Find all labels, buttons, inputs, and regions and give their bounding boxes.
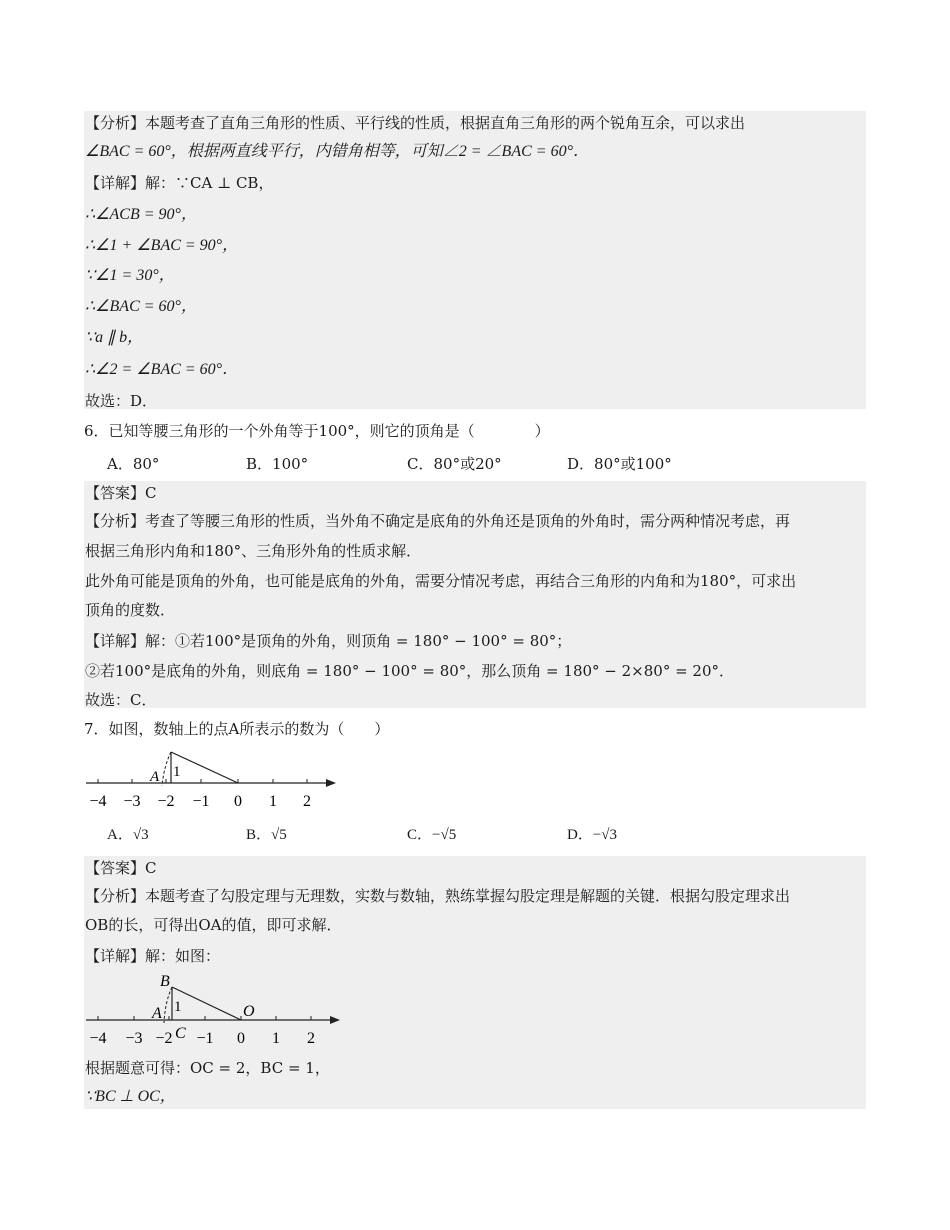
q6-detail-line-2: ②若100°是底角的外角，则底角 = 180° − 100° = 80°，那么顶角 = 180° − 2×80° = 20°． <box>85 662 735 680</box>
tick-label: 2 <box>307 1030 315 1047</box>
axis-arrow <box>330 1016 340 1024</box>
q5-step: ∵a ∥ b， <box>85 329 144 346</box>
q7-option-d[interactable]: D．−√3 <box>567 827 618 843</box>
tick-label: 0 <box>237 1030 245 1047</box>
tick-label: −4 <box>89 1030 107 1047</box>
q5-analysis-line-1: 【分析】本题考查了直角三角形的性质、平行线的性质，根据直角三角形的两个锐角互余，可以求出 <box>85 114 746 132</box>
tick-label: 2 <box>303 793 311 810</box>
tick-label: 0 <box>234 793 242 810</box>
q7-detail-line-1: 【详解】解：如图： <box>85 947 221 965</box>
tick-label: −2 <box>157 793 175 810</box>
q7-option-b[interactable]: B．√5 <box>246 827 287 843</box>
tick-label: −1 <box>192 793 210 810</box>
q5-detail-line: 【详解】解：∵CA ⊥ CB， <box>85 174 274 192</box>
hypotenuse-ob <box>171 752 238 783</box>
q7-option-a[interactable]: A．√3 <box>107 827 149 843</box>
q6-analysis-line-2: 根据三角形内角和180°、三角形外角的性质求解． <box>85 542 422 560</box>
tick-label: 1 <box>272 1030 280 1047</box>
point-a-label: A <box>150 769 160 785</box>
q6-choice: 故选：C． <box>85 691 157 709</box>
q5-step: ∴∠BAC = 60°， <box>85 298 197 315</box>
q6-option-b[interactable]: B．100° <box>246 455 309 473</box>
tick-label: −2 <box>155 1030 173 1047</box>
side-label-1: 1 <box>173 764 181 780</box>
point-a-label: A <box>152 1005 162 1022</box>
q7-number-line-figure <box>84 744 344 816</box>
q6-analysis-line-1: 【分析】考查了等腰三角形的性质，当外角不确定是底角的外角还是顶角的外角时，需分两种情况考虑，再 <box>85 512 791 530</box>
q7-solution-figure <box>84 968 346 1048</box>
side-label-1: 1 <box>174 999 182 1015</box>
q5-step: ∴∠ACB = 90°， <box>85 206 197 223</box>
q5-analysis-line-2: ∠BAC = 60°，根据两直线平行，内错角相等，可知∠2 = ∠BAC = 60°． <box>85 143 589 160</box>
q5-step: ∵∠1 = 30°， <box>85 267 175 284</box>
q6-detail-line-1: 【详解】解：①若100°是顶角的外角，则顶角 = 180° − 100° = 80°； <box>85 632 572 650</box>
point-c-label: C <box>175 1025 186 1042</box>
tick-label: −3 <box>123 793 141 810</box>
q7-option-c[interactable]: C．−√5 <box>407 827 457 843</box>
q7-detail-line-2: 根据题意可得：OC = 2，BC = 1， <box>85 1059 330 1077</box>
q5-choice: 故选：D． <box>85 392 158 410</box>
q6-option-d[interactable]: D．80°或100° <box>567 455 672 473</box>
q7-answer: 【答案】C <box>85 859 157 877</box>
q6-analysis-line-3: 此外角可能是顶角的外角，也可能是底角的外角，需要分情况考虑，再结合三角形的内角和为180°，可求出 <box>85 572 797 590</box>
point-b-label: B <box>160 973 170 990</box>
point-o-label: O <box>243 1003 255 1020</box>
arc-dashed <box>164 987 172 1023</box>
q7-detail-line-3: ∵BC ⊥ OC， <box>85 1088 176 1105</box>
tick-label: 1 <box>269 793 277 810</box>
tick-label: −1 <box>196 1030 214 1047</box>
q5-step: ∴∠2 = ∠BAC = 60°． <box>85 361 239 378</box>
q6-option-a[interactable]: A．80° <box>107 455 160 473</box>
hypotenuse-ob <box>172 987 241 1020</box>
axis-arrow <box>326 779 336 787</box>
q7-stem: 7．如图，数轴上的点A所表示的数为（ ） <box>84 720 390 738</box>
q6-answer: 【答案】C <box>85 484 157 502</box>
tick-label: −4 <box>89 793 107 810</box>
q6-stem: 6．已知等腰三角形的一个外角等于100°，则它的顶角是（ ） <box>84 422 550 440</box>
q6-option-c[interactable]: C．80°或20° <box>407 455 502 473</box>
q6-analysis-line-4: 顶角的度数． <box>85 601 176 619</box>
q5-step: ∴∠1 + ∠BAC = 90°， <box>85 237 239 254</box>
q7-analysis-line-1: 【分析】本题考查了勾股定理与无理数，实数与数轴，熟练掌握勾股定理是解题的关键．根据勾股定理求出 <box>85 887 791 905</box>
q7-analysis-line-2: OB的长，可得出OA的值，即可求解． <box>85 916 342 934</box>
tick-label: −3 <box>125 1030 143 1047</box>
